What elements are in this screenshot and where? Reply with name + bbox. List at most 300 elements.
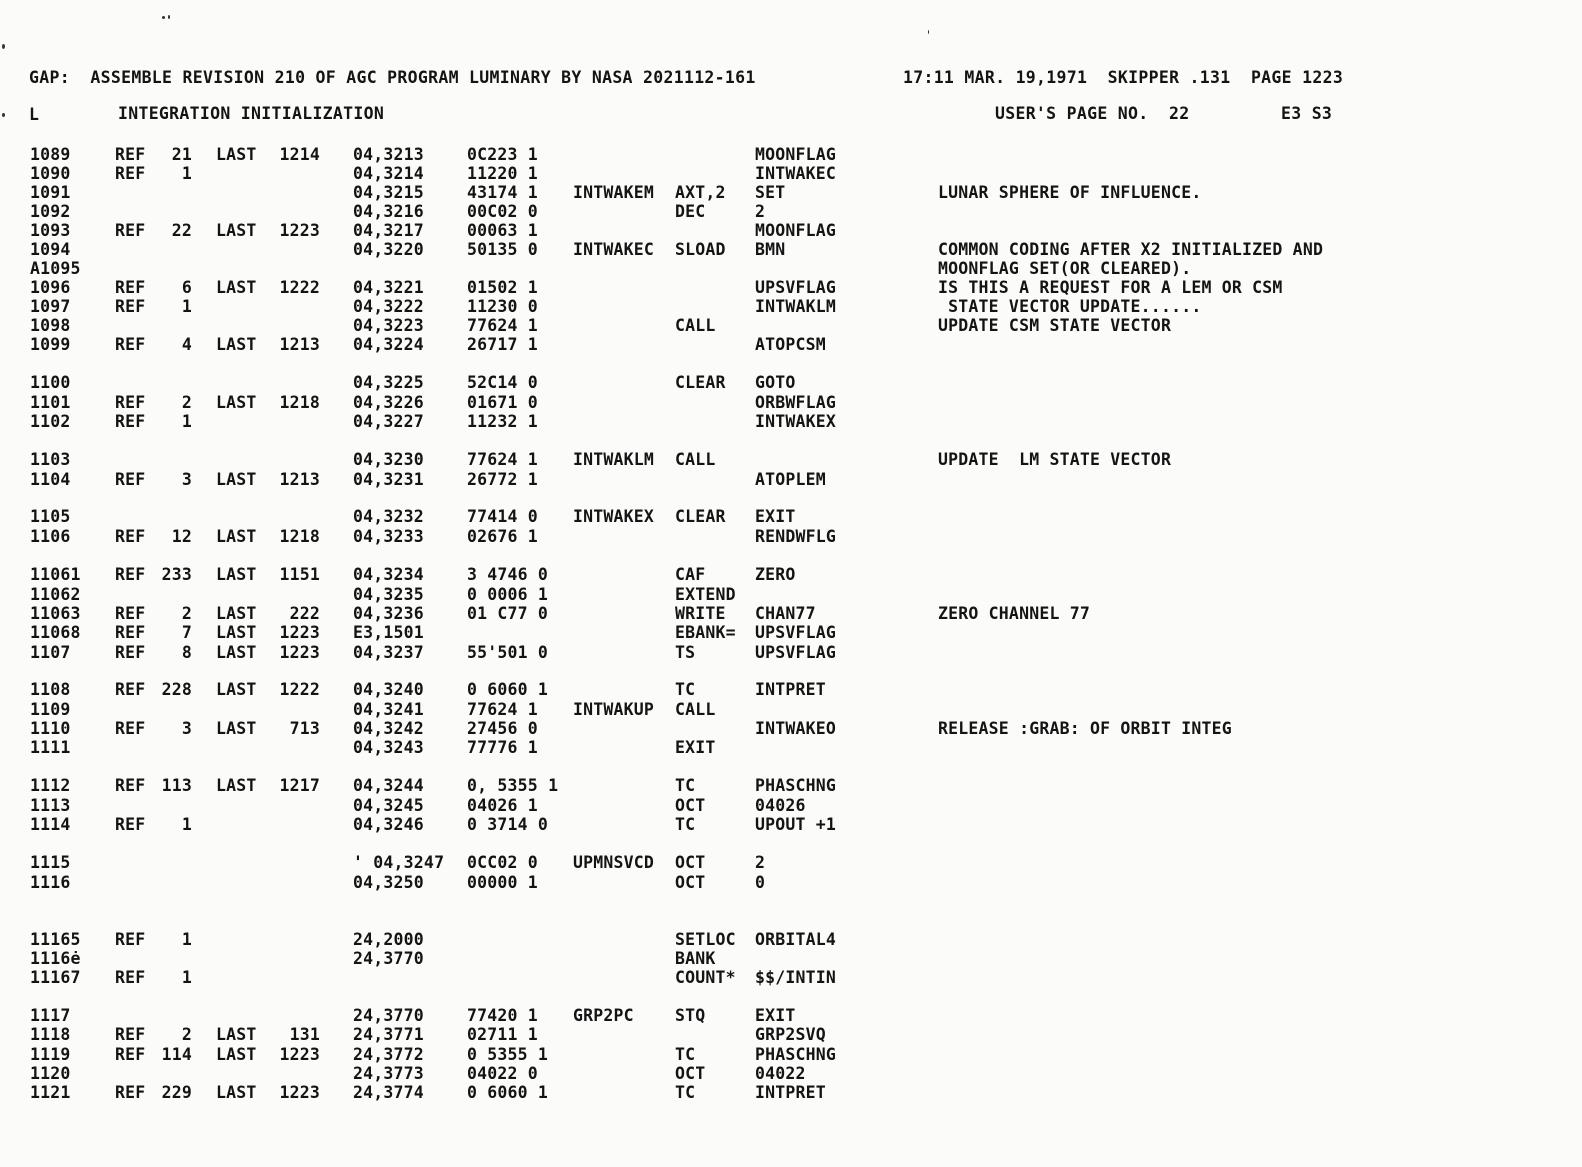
row-addr: 04,3242 <box>353 719 424 738</box>
row-operand: GRP2SVQ <box>755 1025 826 1044</box>
row-word: 0 6060 1 <box>467 1083 549 1102</box>
row-line: 1090 <box>30 164 71 183</box>
row-line: 1092 <box>30 202 71 221</box>
row-lastn: 713 <box>289 719 320 738</box>
row-op: CALL <box>675 316 716 335</box>
row-addr: 04,3245 <box>353 796 424 815</box>
row-line: 1120 <box>30 1064 71 1083</box>
row-lastn: 1223 <box>279 1045 320 1064</box>
row-op: CALL <box>675 450 716 469</box>
row-operand: ATOPLEM <box>755 470 826 489</box>
row-last: LAST <box>216 393 257 412</box>
row-lastn: 1218 <box>279 393 320 412</box>
listing-row <box>0 373 1582 392</box>
row-lastn: 1223 <box>279 221 320 240</box>
row-line: 1113 <box>30 796 71 815</box>
row-addr: E3,1501 <box>353 623 424 642</box>
row-word: 55'501 0 <box>467 643 549 662</box>
row-lastn: 1213 <box>279 470 320 489</box>
row-operand: BMN <box>755 240 786 259</box>
listing-row <box>0 949 1582 968</box>
row-operand: MOONFLAG <box>755 145 837 164</box>
row-ref: REF <box>115 930 146 949</box>
scan-speck <box>168 15 170 19</box>
listing-row <box>0 930 1582 949</box>
row-op: EBANK= <box>675 623 736 642</box>
row-op: CLEAR <box>675 507 726 526</box>
listing-row <box>0 527 1582 546</box>
row-addr: 04,3244 <box>353 776 424 795</box>
row-word: 00063 1 <box>467 221 538 240</box>
row-word: 11220 1 <box>467 164 538 183</box>
row-line: 1102 <box>30 412 71 431</box>
listing-row <box>0 643 1582 662</box>
row-addr: 24,3773 <box>353 1064 424 1083</box>
row-op: TC <box>675 680 696 699</box>
row-word: 27456 0 <box>467 719 538 738</box>
row-addr: 04,3216 <box>353 202 424 221</box>
row-refn: 4 <box>181 335 192 354</box>
listing-row <box>0 278 1582 297</box>
row-addr: 04,3246 <box>353 815 424 834</box>
listing-row <box>0 853 1582 872</box>
row-comment: IS THIS A REQUEST FOR A LEM OR CSM <box>938 278 1283 297</box>
listing-row <box>0 873 1582 892</box>
row-operand: ZERO <box>755 565 796 584</box>
section-title: INTEGRATION INITIALIZATION <box>118 104 385 123</box>
row-addr: 04,3230 <box>353 450 424 469</box>
row-line: 1099 <box>30 335 71 354</box>
row-refn: 2 <box>181 393 192 412</box>
row-word: 77624 1 <box>467 700 538 719</box>
row-label: GRP2PC <box>573 1006 634 1025</box>
row-ref: REF <box>115 412 146 431</box>
row-refn: 1 <box>181 968 192 987</box>
row-last: LAST <box>216 643 257 662</box>
row-word: 77420 1 <box>467 1006 538 1025</box>
listing-row <box>0 240 1582 259</box>
row-ref: REF <box>115 604 146 623</box>
row-word: 01 C77 0 <box>467 604 549 623</box>
row-refn: 3 <box>181 719 192 738</box>
row-addr: 04,3240 <box>353 680 424 699</box>
row-addr: 04,3227 <box>353 412 424 431</box>
row-operand: ORBITAL4 <box>755 930 837 949</box>
row-word: 00000 1 <box>467 873 538 892</box>
listing-row <box>0 968 1582 987</box>
listing-row <box>0 297 1582 316</box>
listing-row <box>0 507 1582 526</box>
row-op: CAF <box>675 565 706 584</box>
row-ref: REF <box>115 527 146 546</box>
listing-row <box>0 393 1582 412</box>
row-operand: GOTO <box>755 373 796 392</box>
row-addr: 04,3232 <box>353 507 424 526</box>
listing-row <box>0 565 1582 584</box>
row-comment: MOONFLAG SET(OR CLEARED). <box>938 259 1192 278</box>
row-op: OCT <box>675 873 706 892</box>
row-last: LAST <box>216 719 257 738</box>
listing-row <box>0 776 1582 795</box>
row-word: 00C02 0 <box>467 202 538 221</box>
listing-row <box>0 183 1582 202</box>
row-label: INTWAKEM <box>573 183 655 202</box>
row-op: CLEAR <box>675 373 726 392</box>
row-last: LAST <box>216 776 257 795</box>
scan-speck <box>2 44 5 49</box>
row-operand: 2 <box>755 853 766 872</box>
listing-row <box>0 700 1582 719</box>
row-word: 0C223 1 <box>467 145 538 164</box>
row-lastn: 1223 <box>279 643 320 662</box>
row-operand: INTWAKLM <box>755 297 837 316</box>
row-line: 1119 <box>30 1045 71 1064</box>
row-label: INTWAKEC <box>573 240 655 259</box>
row-addr: 04,3222 <box>353 297 424 316</box>
listing-row <box>0 719 1582 738</box>
listing-row <box>0 412 1582 431</box>
row-line: 1103 <box>30 450 71 469</box>
scan-speck <box>2 113 5 117</box>
row-ref: REF <box>115 565 146 584</box>
row-lastn: 1214 <box>279 145 320 164</box>
row-addr: 04,3214 <box>353 164 424 183</box>
row-lastn: 1213 <box>279 335 320 354</box>
row-line: 11068 <box>30 623 81 642</box>
row-last: LAST <box>216 604 257 623</box>
row-last: LAST <box>216 1083 257 1102</box>
row-line: 1091 <box>30 183 71 202</box>
row-word: 0 3714 0 <box>467 815 549 834</box>
row-op: OCT <box>675 1064 706 1083</box>
row-lastn: 1222 <box>279 680 320 699</box>
row-label: INTWAKUP <box>573 700 655 719</box>
row-refn: 228 <box>161 680 192 699</box>
row-ref: REF <box>115 145 146 164</box>
row-last: LAST <box>216 680 257 699</box>
row-refn: 1 <box>181 297 192 316</box>
row-addr: 24,3772 <box>353 1045 424 1064</box>
row-comment: RELEASE :GRAB: OF ORBIT INTEG <box>938 719 1232 738</box>
row-operand: INTWAKEO <box>755 719 837 738</box>
row-word: 01671 0 <box>467 393 538 412</box>
row-addr: 04,3250 <box>353 873 424 892</box>
listing-row <box>0 164 1582 183</box>
row-ref: REF <box>115 680 146 699</box>
row-operand: EXIT <box>755 1006 796 1025</box>
row-addr: 04,3213 <box>353 145 424 164</box>
row-addr: 24,3770 <box>353 949 424 968</box>
row-op: TC <box>675 1045 696 1064</box>
row-operand: ORBWFLAG <box>755 393 837 412</box>
row-line: 1114 <box>30 815 71 834</box>
row-line: 1121 <box>30 1083 71 1102</box>
row-refn: 2 <box>181 1025 192 1044</box>
row-addr: ' 04,3247 <box>353 853 445 872</box>
row-last: LAST <box>216 145 257 164</box>
row-line: 1109 <box>30 700 71 719</box>
row-line: 11062 <box>30 585 81 604</box>
row-line: 1096 <box>30 278 71 297</box>
row-lastn: 1218 <box>279 527 320 546</box>
scan-speck <box>162 16 165 19</box>
row-ref: REF <box>115 776 146 795</box>
row-addr: 04,3226 <box>353 393 424 412</box>
row-operand: EXIT <box>755 507 796 526</box>
row-operand: PHASCHNG <box>755 776 837 795</box>
row-line: 1110 <box>30 719 71 738</box>
row-comment: UPDATE LM STATE VECTOR <box>938 450 1172 469</box>
row-addr: 24,2000 <box>353 930 424 949</box>
row-comment: STATE VECTOR UPDATE...... <box>938 297 1202 316</box>
row-last: LAST <box>216 335 257 354</box>
row-operand: MOONFLAG <box>755 221 837 240</box>
row-comment: LUNAR SPHERE OF INFLUENCE. <box>938 183 1202 202</box>
row-comment: ZERO CHANNEL 77 <box>938 604 1091 623</box>
row-last: LAST <box>216 565 257 584</box>
row-word: 02711 1 <box>467 1025 538 1044</box>
row-addr: 04,3215 <box>353 183 424 202</box>
row-addr: 24,3774 <box>353 1083 424 1102</box>
row-line: 1118 <box>30 1025 71 1044</box>
row-ref: REF <box>115 297 146 316</box>
row-last: LAST <box>216 623 257 642</box>
listing-row <box>0 738 1582 757</box>
row-word: 77624 1 <box>467 450 538 469</box>
row-label: INTWAKEX <box>573 507 655 526</box>
row-operand: $$/INTIN <box>755 968 837 987</box>
row-line: 1098 <box>30 316 71 335</box>
row-addr: 04,3233 <box>353 527 424 546</box>
row-operand: RENDWFLG <box>755 527 837 546</box>
row-line: 1106 <box>30 527 71 546</box>
row-label: UPMNSVCD <box>573 853 655 872</box>
listing-row <box>0 470 1582 489</box>
row-operand: INTPRET <box>755 1083 826 1102</box>
row-ref: REF <box>115 470 146 489</box>
row-line: 1108 <box>30 680 71 699</box>
row-refn: 22 <box>171 221 192 240</box>
row-op: TC <box>675 1083 696 1102</box>
row-op: COUNT* <box>675 968 736 987</box>
bank-indicator: E3 S3 <box>1281 104 1333 123</box>
row-ref: REF <box>115 719 146 738</box>
listing-row <box>0 1064 1582 1083</box>
row-addr: 04,3224 <box>353 335 424 354</box>
listing-row <box>0 450 1582 469</box>
row-lastn: 222 <box>289 604 320 623</box>
row-ref: REF <box>115 968 146 987</box>
row-ref: REF <box>115 815 146 834</box>
row-operand: 0 <box>755 873 766 892</box>
row-line: 1097 <box>30 297 71 316</box>
row-refn: 233 <box>161 565 192 584</box>
listing-row <box>0 335 1582 354</box>
row-word: 0 0006 1 <box>467 585 549 604</box>
row-addr: 24,3770 <box>353 1006 424 1025</box>
row-refn: 113 <box>161 776 192 795</box>
row-word: 11232 1 <box>467 412 538 431</box>
row-last: LAST <box>216 1025 257 1044</box>
row-ref: REF <box>115 335 146 354</box>
row-line: 1101 <box>30 393 71 412</box>
row-lastn: 1151 <box>279 565 320 584</box>
row-refn: 1 <box>181 930 192 949</box>
row-line: 1100 <box>30 373 71 392</box>
row-op: OCT <box>675 796 706 815</box>
row-operand: 04026 <box>755 796 806 815</box>
listing-row <box>0 604 1582 623</box>
row-lastn: 1222 <box>279 278 320 297</box>
row-line: 1117 <box>30 1006 71 1025</box>
row-word: 50135 0 <box>467 240 538 259</box>
row-addr: 04,3217 <box>353 221 424 240</box>
row-word: 77624 1 <box>467 316 538 335</box>
row-addr: 04,3243 <box>353 738 424 757</box>
row-addr: 04,3235 <box>353 585 424 604</box>
listing-row <box>0 1083 1582 1102</box>
row-op: STQ <box>675 1006 706 1025</box>
row-refn: 6 <box>181 278 192 297</box>
row-word: 3 4746 0 <box>467 565 549 584</box>
row-line: 11167 <box>30 968 81 987</box>
users-page-number: USER'S PAGE NO. 22 <box>995 104 1190 123</box>
row-ref: REF <box>115 643 146 662</box>
row-line: 11063 <box>30 604 81 623</box>
row-last: LAST <box>216 527 257 546</box>
row-addr: 04,3225 <box>353 373 424 392</box>
row-operand: INTWAKEX <box>755 412 837 431</box>
row-word: 77414 0 <box>467 507 538 526</box>
row-ref: REF <box>115 278 146 297</box>
row-refn: 229 <box>161 1083 192 1102</box>
row-op: OCT <box>675 853 706 872</box>
row-word: 02676 1 <box>467 527 538 546</box>
row-operand: UPSVFLAG <box>755 623 837 642</box>
row-comment: COMMON CODING AFTER X2 INITIALIZED AND <box>938 240 1324 259</box>
row-op: SLOAD <box>675 240 726 259</box>
listing-row <box>0 1025 1582 1044</box>
row-addr: 04,3231 <box>353 470 424 489</box>
row-line: 1104 <box>30 470 71 489</box>
row-word: 0 6060 1 <box>467 680 549 699</box>
row-op: DEC <box>675 202 706 221</box>
row-op: TC <box>675 776 696 795</box>
row-last: LAST <box>216 470 257 489</box>
row-line: 1107 <box>30 643 71 662</box>
row-addr: 04,3220 <box>353 240 424 259</box>
row-refn: 12 <box>171 527 192 546</box>
row-ref: REF <box>115 393 146 412</box>
row-addr: 04,3221 <box>353 278 424 297</box>
row-operand: INTWAKEC <box>755 164 837 183</box>
row-addr: 04,3236 <box>353 604 424 623</box>
row-addr: 04,3237 <box>353 643 424 662</box>
row-label: INTWAKLM <box>573 450 655 469</box>
row-operand: UPSVFLAG <box>755 643 837 662</box>
row-word: 77776 1 <box>467 738 538 757</box>
row-addr: 04,3241 <box>353 700 424 719</box>
row-refn: 3 <box>181 470 192 489</box>
row-word: 43174 1 <box>467 183 538 202</box>
row-line: 1105 <box>30 507 71 526</box>
listing-row <box>0 1045 1582 1064</box>
row-operand: SET <box>755 183 786 202</box>
subheader-marker: L <box>29 105 40 124</box>
listing-row <box>0 1006 1582 1025</box>
listing-row <box>0 815 1582 834</box>
row-op: CALL <box>675 700 716 719</box>
row-word: 26772 1 <box>467 470 538 489</box>
row-operand: UPSVFLAG <box>755 278 837 297</box>
row-word: 26717 1 <box>467 335 538 354</box>
row-ref: REF <box>115 1025 146 1044</box>
row-refn: 1 <box>181 412 192 431</box>
row-ref: REF <box>115 221 146 240</box>
row-lastn: 1223 <box>279 623 320 642</box>
listing-row <box>0 145 1582 164</box>
row-ref: REF <box>115 1083 146 1102</box>
row-ref: REF <box>115 1045 146 1064</box>
row-refn: 8 <box>181 643 192 662</box>
row-word: 0 5355 1 <box>467 1045 549 1064</box>
row-last: LAST <box>216 278 257 297</box>
row-line: 1112 <box>30 776 71 795</box>
header-right: 17:11 MAR. 19,1971 SKIPPER .131 PAGE 1223 <box>903 68 1344 87</box>
row-ref: REF <box>115 623 146 642</box>
row-refn: 7 <box>181 623 192 642</box>
listing-row <box>0 202 1582 221</box>
row-line: 1094 <box>30 240 71 259</box>
row-lastn: 1223 <box>279 1083 320 1102</box>
listing-row <box>0 796 1582 815</box>
row-op: SETLOC <box>675 930 736 949</box>
row-operand: 04022 <box>755 1064 806 1083</box>
row-line: 1111 <box>30 738 71 757</box>
row-word: 04026 1 <box>467 796 538 815</box>
row-operand: INTPRET <box>755 680 826 699</box>
row-word: 01502 1 <box>467 278 538 297</box>
row-op: WRITE <box>675 604 726 623</box>
row-op: TC <box>675 815 696 834</box>
row-line: 11165 <box>30 930 81 949</box>
listing-row <box>0 623 1582 642</box>
row-line: 1115 <box>30 853 71 872</box>
row-line: 1116ė <box>30 949 81 968</box>
listing-row <box>0 585 1582 604</box>
row-operand: CHAN77 <box>755 604 816 623</box>
row-word: 0, 5355 1 <box>467 776 559 795</box>
row-refn: 114 <box>161 1045 192 1064</box>
row-refn: 2 <box>181 604 192 623</box>
row-refn: 1 <box>181 164 192 183</box>
listing-row <box>0 259 1582 278</box>
row-op: EXTEND <box>675 585 736 604</box>
header-left: GAP: ASSEMBLE REVISION 210 OF AGC PROGRAM LUMINARY BY NASA 2021112-161 <box>29 68 756 87</box>
row-line: A1095 <box>30 259 81 278</box>
listing-row <box>0 221 1582 240</box>
row-operand: PHASCHNG <box>755 1045 837 1064</box>
row-lastn: 131 <box>289 1025 320 1044</box>
row-word: 11230 0 <box>467 297 538 316</box>
row-addr: 04,3223 <box>353 316 424 335</box>
row-op: AXT,2 <box>675 183 726 202</box>
row-addr: 04,3234 <box>353 565 424 584</box>
row-addr: 24,3771 <box>353 1025 424 1044</box>
listing-row <box>0 680 1582 699</box>
listing-row <box>0 316 1582 335</box>
row-word: 52C14 0 <box>467 373 538 392</box>
